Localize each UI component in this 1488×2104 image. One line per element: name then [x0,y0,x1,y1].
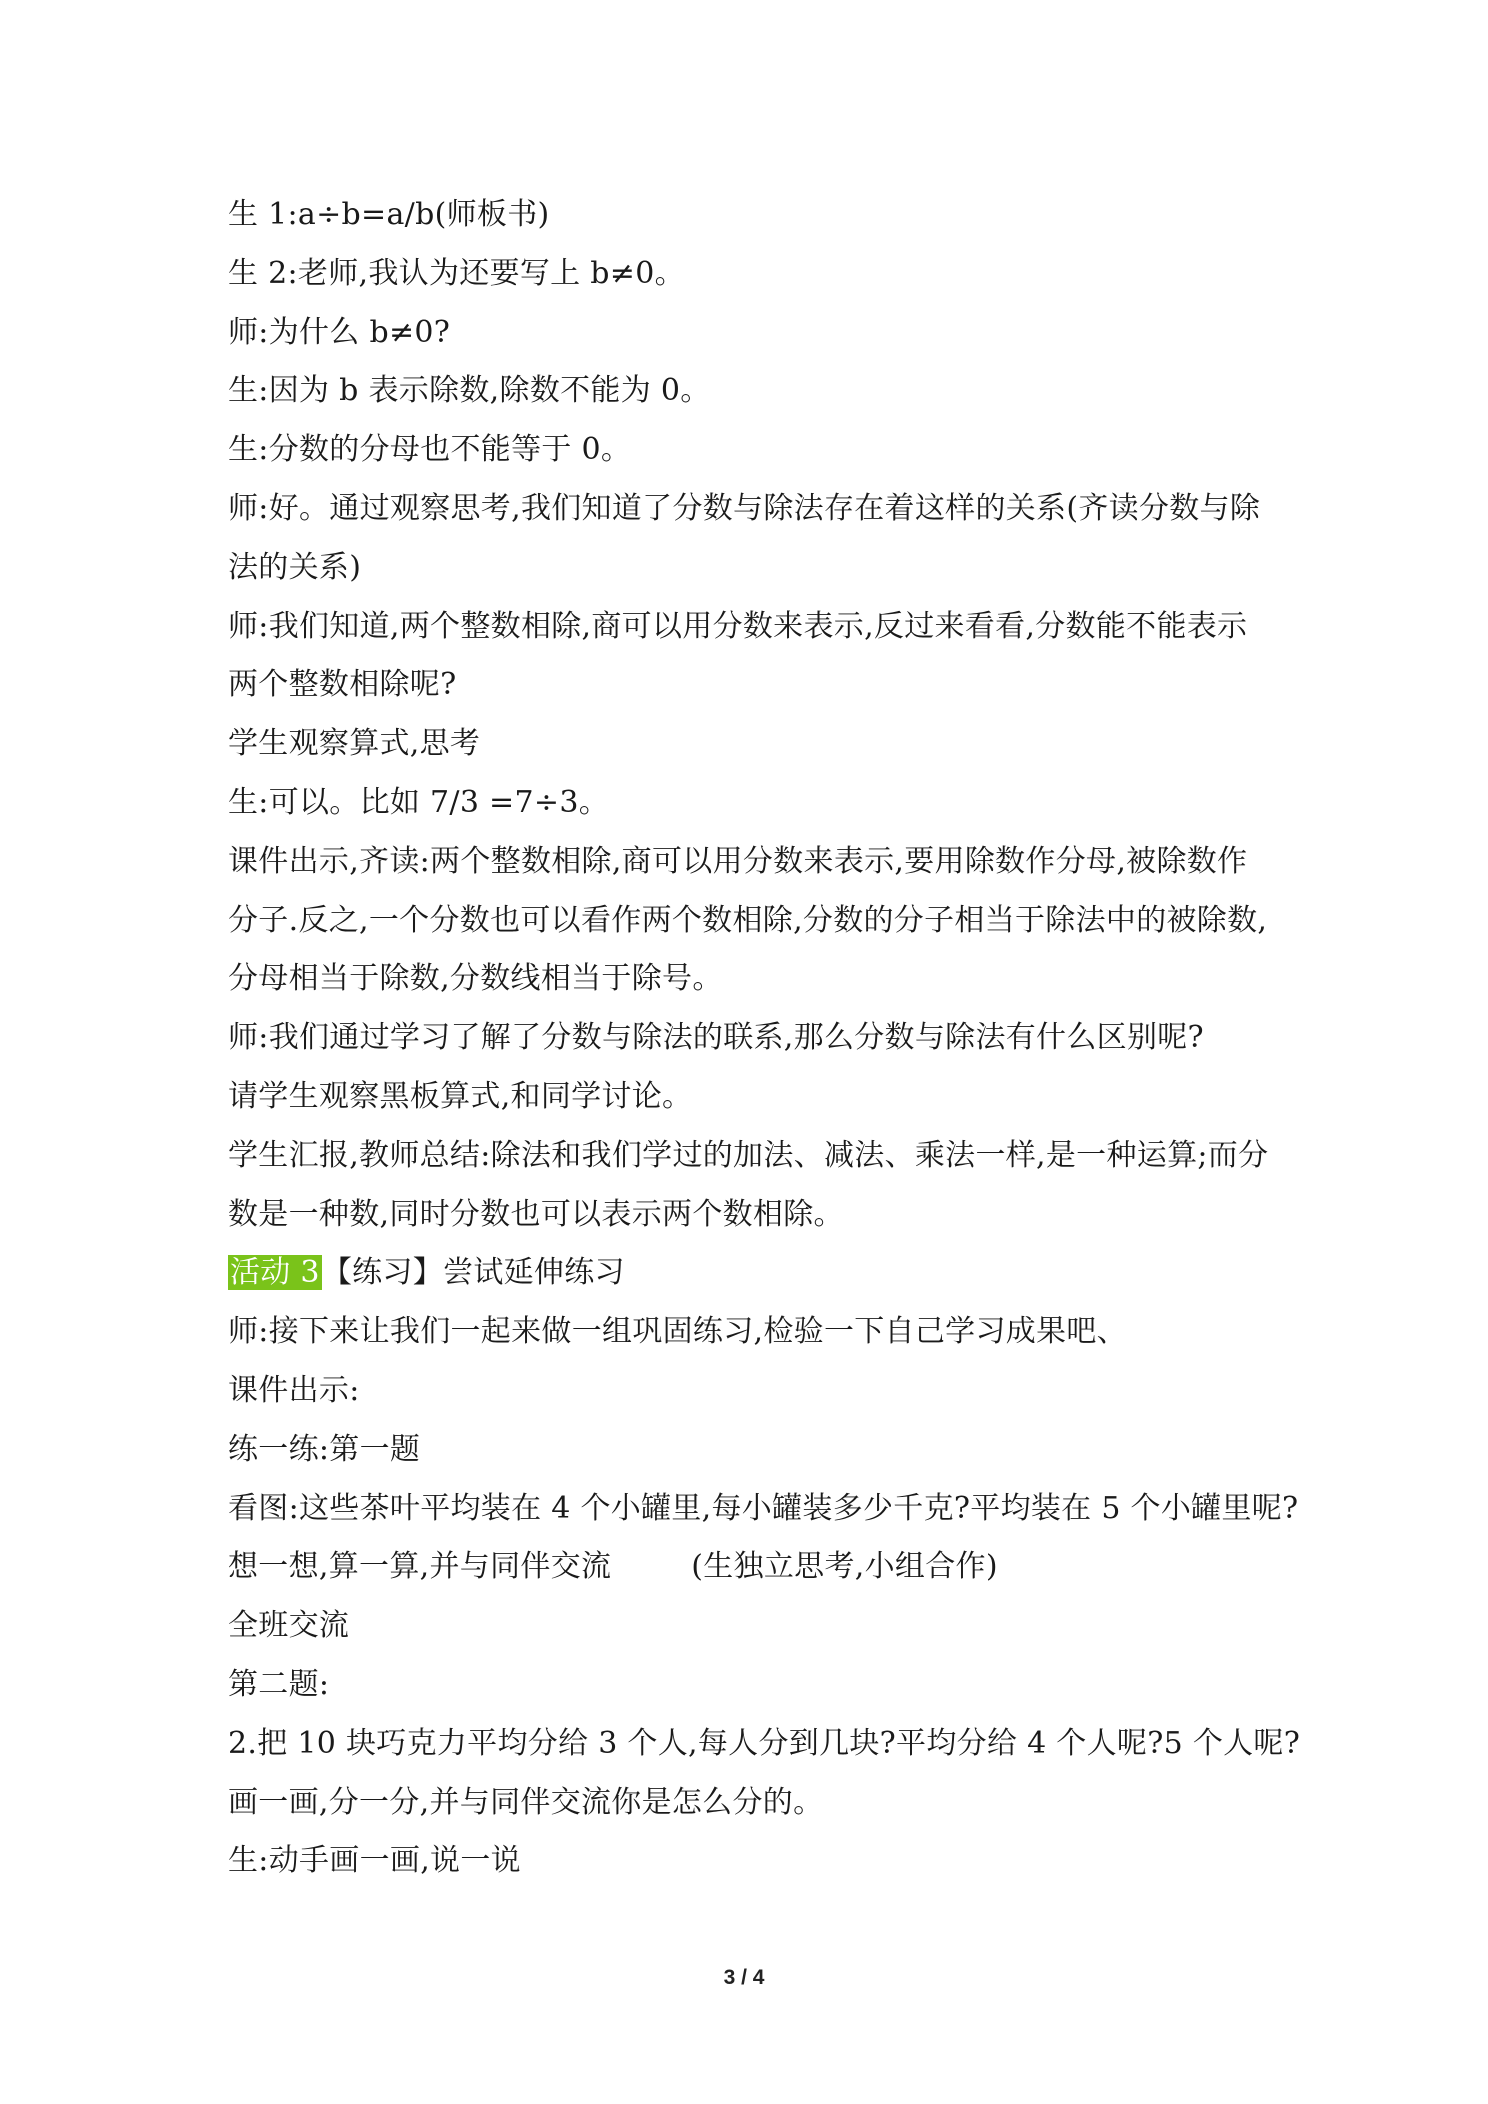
page-number: 3 / 4 [723,1966,765,1989]
activity-title: 【练习】尝试延伸练习 [321,1255,625,1291]
think-line-main: 想一想,算一算,并与同伴交流 [228,1549,612,1585]
think-line-note: (生独立思考,小组合作) [691,1549,998,1585]
text-line: 学生观察算式,思考 [228,726,481,762]
text-line: 生:因为 b 表示除数,除数不能为 0。 [228,373,711,409]
text-line: 两个整数相除呢? [228,667,457,703]
text-line: 分子.反之,一个分数也可以看作两个数相除,分数的分子相当于除法中的被除数, [228,902,1268,938]
text-line: 生:分数的分母也不能等于 0。 [228,432,632,468]
text-line: 生:动手画一画,说一说 [228,1843,521,1879]
text-line: 看图:这些茶叶平均装在 4 个小罐里,每小罐装多少千克?平均装在 5 个小罐里呢? [228,1490,1299,1526]
text-line: 师:接下来让我们一起来做一组巩固练习,检验一下自己学习成果吧、 [228,1314,1127,1350]
text-line: 数是一种数,同时分数也可以表示两个数相除。 [228,1196,844,1232]
text-line: 课件出示: [228,1372,360,1408]
text-line: 生 2:老师,我认为还要写上 b≠0。 [228,255,685,291]
text-line: 生:可以。比如 7/3 =7÷3。 [228,784,610,820]
text-line: 请学生观察黑板算式,和同学讨论。 [228,1078,693,1114]
text-line: 生 1:a÷b=a/b(师板书) [228,197,550,232]
think-line [228,1538,1288,1597]
text-line: 练一练:第一题 [228,1431,421,1467]
text-line: 画一画,分一分,并与同伴交流你是怎么分的。 [228,1784,824,1820]
text-line: 第二题: [228,1666,330,1702]
text-line: 学生汇报,教师总结:除法和我们学过的加法、减法、乘法一样,是一种运算;而分 [228,1137,1269,1173]
text-line: 师:我们通过学习了解了分数与除法的联系,那么分数与除法有什么区别呢? [228,1020,1204,1056]
text-line: 2.把 10 块巧克力平均分给 3 个人,每人分到几块?平均分给 4 个人呢?5 个人呢? [228,1725,1301,1761]
page-content [228,186,1301,1891]
activity-heading [228,1244,1288,1303]
text-line: 课件出示,齐读:两个整数相除,商可以用分数来表示,要用除数作分母,被除数作 [228,843,1248,879]
text-line: 分母相当于除数,分数线相当于除号。 [228,961,723,997]
text-line: 师:好。通过观察思考,我们知道了分数与除法存在着这样的关系(齐读分数与除 [228,490,1261,526]
text-line: 师:我们知道,两个整数相除,商可以用分数来表示,反过来看看,分数能不能表示 [228,608,1248,644]
text-line: 师:为什么 b≠0? [228,314,451,350]
text-line: 全班交流 [228,1608,350,1644]
activity-tag: 活动 3 [230,1255,320,1291]
text-line: 法的关系) [228,549,362,585]
